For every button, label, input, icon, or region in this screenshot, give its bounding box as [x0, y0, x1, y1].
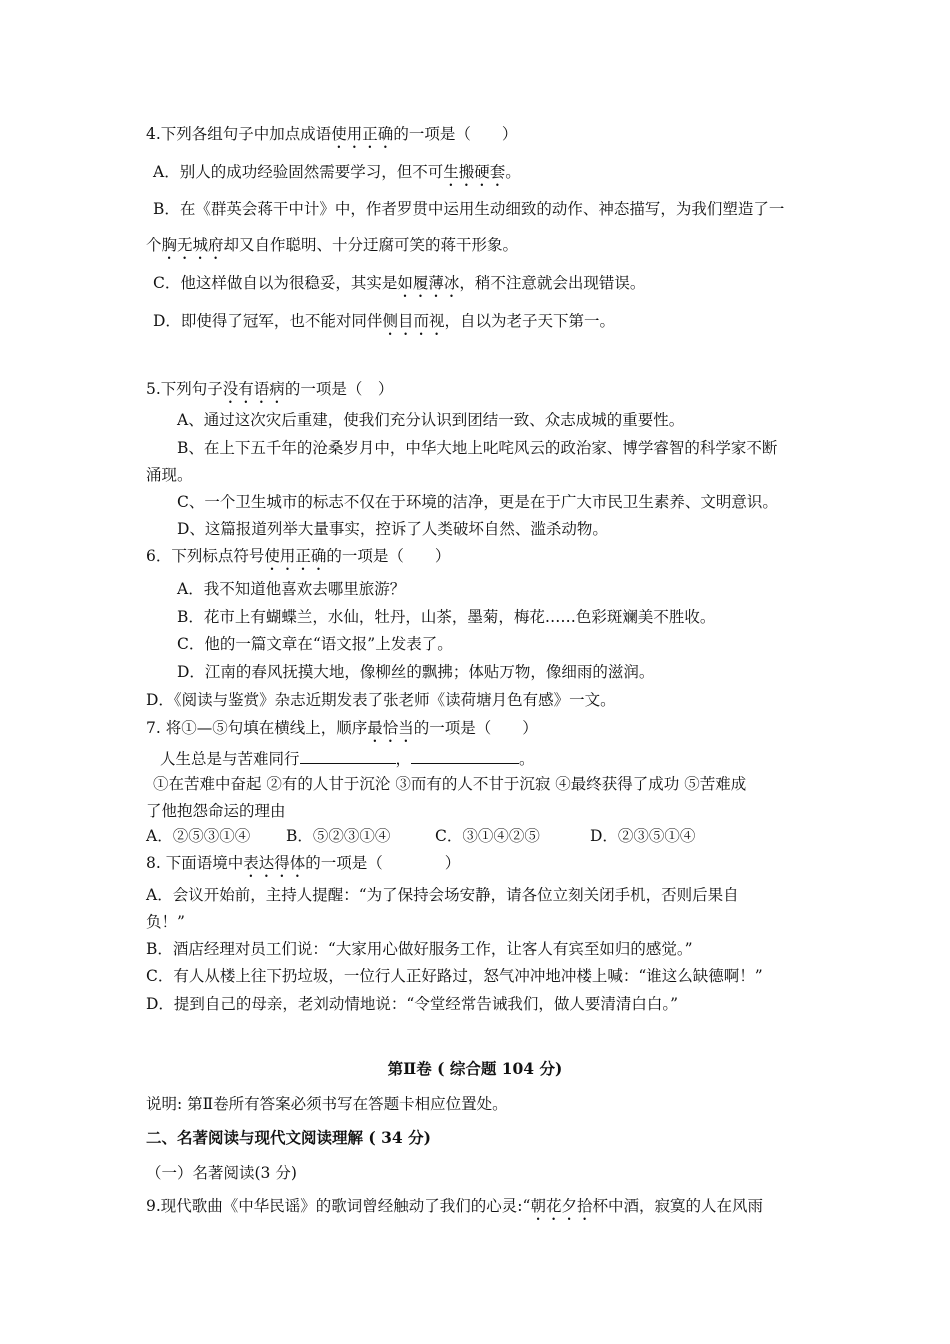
q5-stem: 5.下列句子没有语病的一项是（ ） — [146, 380, 394, 398]
emphasis-text: 胸无城府 — [161, 236, 224, 254]
q7-option-c: C．③①④②⑤ — [435, 827, 540, 845]
q7-sentences-line2: 了他抱怨命运的理由 — [146, 802, 286, 820]
emphasis-text: 使用正确 — [264, 547, 327, 565]
q7-option-b: B．⑤②③①④ — [286, 827, 391, 845]
q5-option-b-line2: 涌现。 — [146, 466, 193, 484]
q5-option-b-line1: B、在上下五千年的沧桑岁月中，中华大地上叱咤风云的政治家、博学睿智的科学家不断 — [177, 439, 778, 457]
q7-fill-line: 人生总是与苦难同行 ， 。 — [160, 747, 535, 769]
q4-option-d: D．即使得了冠军，也不能对同伴侧目而视，自以为老子天下第一。 — [153, 312, 615, 330]
emphasis-text: 没有语病 — [222, 380, 285, 398]
q6-option-b: B．花市上有蝴蝶兰，水仙，牡丹，山茶，墨菊，梅花……色彩斑斓美不胜收。 — [177, 608, 716, 626]
emphasis-text: 朝花夕拾 — [530, 1197, 593, 1215]
q7-option-a: A．②⑤③①④ — [146, 827, 251, 845]
q7-option-d: D．②③⑤①④ — [590, 827, 696, 845]
q5-option-d: D、这篇报道列举大量事实，控诉了人类破坏自然、滥杀动物。 — [177, 520, 608, 538]
subsection-heading: （一）名著阅读(3 分) — [146, 1164, 297, 1182]
q8-option-d: D．提到自己的母亲，老刘动情地说：“令堂经常告诫我们，做人要清清白白。” — [146, 995, 679, 1013]
q6-option-d: D．江南的春风抚摸大地，像柳丝的飘拂；体贴万物，像细雨的滋润。 — [177, 663, 655, 681]
part2-note: 说明: 第Ⅱ卷所有答案必须书写在答题卡相应位置处。 — [146, 1095, 508, 1113]
emphasis-text: 使用正确 — [331, 125, 394, 143]
q5-option-a: A、通过这次灾后重建，使我们充分认识到团结一致、众志成城的重要性。 — [177, 411, 685, 429]
q7-stem: 7. 将①—⑤句填在横线上，顺序最恰当的一项是（ ） — [146, 719, 538, 737]
q4-stem: 4.下列各组句子中加点成语使用正确的一项是（ ） — [146, 125, 518, 143]
q4-option-b-line2: 个胸无城府却又自作聪明、十分迂腐可笑的蒋干形象。 — [146, 236, 519, 254]
answer-blank[interactable] — [300, 747, 396, 764]
emphasis-text: 侧目而视 — [382, 312, 445, 330]
q8-option-b: B．酒店经理对员工们说：“大家用心做好服务工作，让客人有宾至如归的感觉。” — [146, 940, 693, 958]
q8-option-a-line1: A．会议开始前，主持人提醒：“为了保持会场安静，请各位立刻关闭手机，否则后果自 — [146, 886, 739, 904]
q9-stem: 9.现代歌曲《中华民谣》的歌词曾经触动了我们的心灵:“朝花夕拾杯中酒，寂寞的人在风雨 — [146, 1197, 763, 1215]
q4-option-a: A．别人的成功经验固然需要学习，但不可生搬硬套。 — [153, 163, 521, 181]
q6-stem: 6．下列标点符号使用正确的一项是（ ） — [146, 547, 451, 565]
emphasis-text: 生搬硬套 — [443, 163, 506, 181]
emphasis-text: 如履薄冰 — [397, 274, 460, 292]
q6-option-a: A．我不知道他喜欢去哪里旅游？ — [177, 580, 406, 598]
q8-stem: 8. 下面语境中表达得体的一项是（ ） — [146, 854, 461, 872]
q6-option-d-extra: D．《阅读与鉴赏》杂志近期发表了张老师《读荷塘月色有感》一文。 — [146, 691, 616, 709]
q4-option-c: C．他这样做自以为很稳妥，其实是如履薄冰，稍不注意就会出现错误。 — [153, 274, 646, 292]
part2-title: 第Ⅱ卷 ( 综合题 104 分) — [387, 1059, 563, 1078]
emphasis-text: 表达得体 — [243, 854, 306, 872]
q4-option-b-line1: B．在《群英会蒋干中计》中，作者罗贯中运用生动细致的动作、神态描写，为我们塑造了一 — [153, 200, 785, 218]
q8-option-c: C．有人从楼上往下扔垃圾，一位行人正好路过，怒气冲冲地冲楼上喊：“谁这么缺德啊！” — [146, 967, 763, 985]
emphasis-text: 最恰当 — [367, 719, 414, 737]
q5-option-c: C、一个卫生城市的标志不仅在于环境的洁净，更是在于广大市民卫生素养、文明意识。 — [177, 493, 778, 511]
q6-option-c: C．他的一篇文章在“语文报”上发表了。 — [177, 635, 453, 653]
q8-option-a-line2: 负！” — [146, 913, 185, 931]
section-heading: 二、名著阅读与现代文阅读理解 ( 34 分) — [146, 1128, 431, 1147]
answer-blank[interactable] — [411, 747, 519, 764]
q7-sentences-line1: ①在苦难中奋起 ②有的人甘于沉沦 ③而有的人不甘于沉寂 ④最终获得了成功 ⑤苦难成 — [153, 775, 747, 793]
